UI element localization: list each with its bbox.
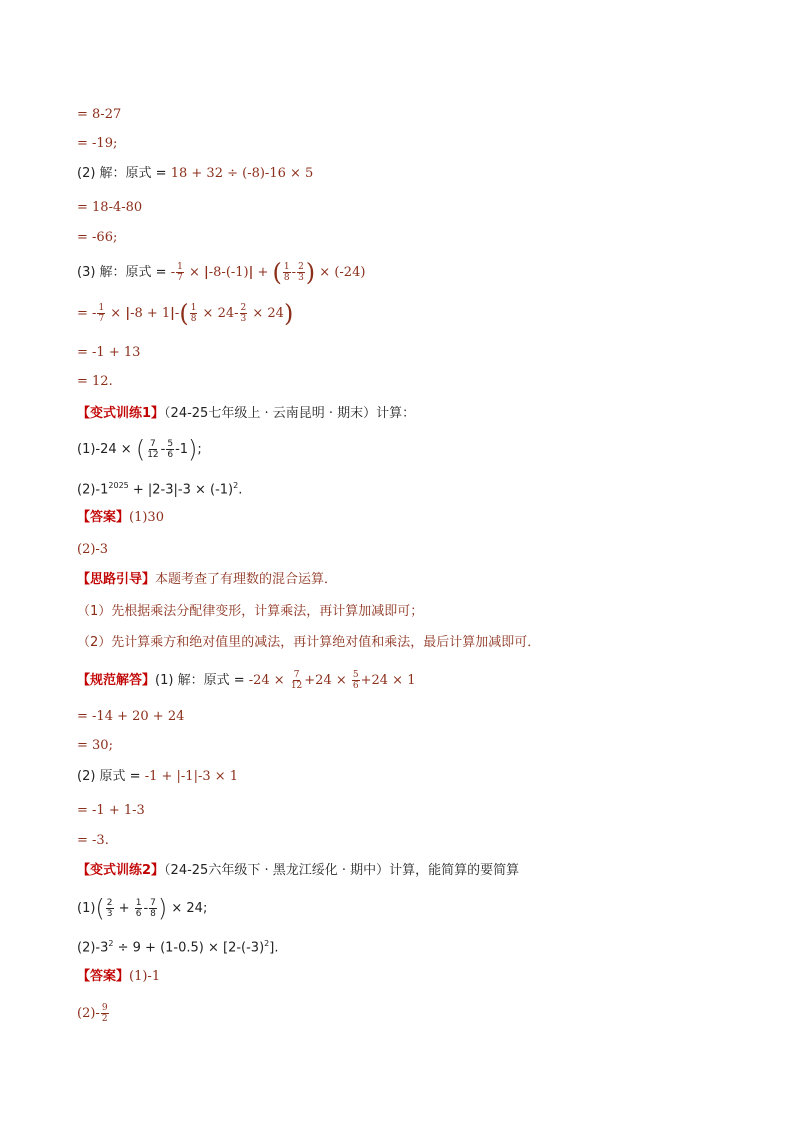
variant-2-answer [77,968,160,986]
variant-source: （24-25六年级下 · 黑龙江绥化 · 期中）计算，能简算的要简算 [164,863,520,878]
solution-line-2: (2) 原式 = -1 + |-1|-3 × 1 [77,769,239,784]
part-2-solution [77,165,313,183]
fraction: $\frac{1}{7}$ [98,303,105,324]
step-line: = -14 + 20 + 24 [77,709,185,724]
variant-1-problem-2: $(2)-1^{2025} + |2-3|-3 \times (-1)^2$. [77,481,243,498]
solution-expression: 18 + 32 ÷ (-8)-16 × 5 [170,166,314,181]
step-line: = 30; [77,738,113,753]
part-3-solution: (3) 解：原式 = - $\frac{1}{7}$ × |-8-(-1)| + ( $\frac{1}{8}$ - $\frac{2}{3}$ ) × (-24) [77,258,366,287]
solution-label: (3) 解：原式 = [77,265,171,280]
variant-2-header [77,862,519,880]
step-line: = 12. [77,374,113,389]
fraction: $\frac{1}{7}$ [177,262,183,283]
variant-1-problem-1: (1)-24 × ( $\frac{7}{12}$ - $\frac{5}{6}$ -1); [77,435,202,464]
step-line: = -19; [77,136,118,151]
step-line: = 8-27 [77,107,122,122]
fraction: $\frac{9}{2}$ [101,1003,108,1024]
fraction: $\frac{7}{8}$ [150,898,156,919]
answer-2: (2)-3 [77,542,109,557]
solution-label: (2) 解：原式 = [77,166,171,181]
variant-2-problem-2: $(2)-3^2 \div 9 + (1-0.5) \times [2-(-3)^2]$. [77,939,279,956]
answer-1: (1)30 [129,510,164,525]
step-line: = 18-4-80 [77,200,143,215]
step-line: = -1 + 1-3 [77,803,145,818]
solution-tag: 【规范解答】 [77,673,156,688]
hint-tag: 【思路引导】 [77,572,156,587]
fraction: $\frac{5}{6}$ [167,439,174,460]
answer-tag: 【答案】 [77,969,130,984]
step-line-fraction: = - $\frac{1}{7}$ × |-8 + 1|-( $\frac{1}{8}$ × 24- $\frac{2}{3}$ × 24) [77,299,294,328]
answer-2: (2)- $\frac{9}{2}$ [77,1003,108,1024]
fraction: $\frac{1}{8}$ [190,303,197,324]
step-line: = -66; [77,230,118,245]
fraction: $\frac{2}{3}$ [240,303,247,324]
hint-line [77,571,337,589]
answer-1: (1)-1 [129,969,161,984]
fraction: $\frac{7}{12}$ [290,670,303,691]
step-line: = -3. [77,833,109,848]
solution-line: 【规范解答】(1) 解：原式 = -24 × $\frac{7}{12}$ +24 × $\frac{5}{6}$ +24 × 1 [77,670,416,691]
variant-2-problem-1: (1)( $\frac{2}{3}$ + $\frac{1}{6}$ - $\frac{7}{8}$ ) × 24; [77,894,208,923]
answer-tag: 【答案】 [77,510,130,525]
step-line: = -1 + 13 [77,345,141,360]
variant-1-header [77,405,415,423]
fraction: $\frac{1}{6}$ [135,898,142,919]
fraction: $\frac{2}{3}$ [298,262,304,283]
fraction: $\frac{2}{3}$ [106,898,113,919]
fraction: $\frac{1}{8}$ [283,262,290,283]
variant-source: （24-25七年级上 · 云南昆明 · 期末）计算： [164,406,416,421]
fraction: $\frac{5}{6}$ [352,670,359,691]
fraction: $\frac{7}{12}$ [147,439,159,460]
hint-step-1: （1）先根据乘法分配律变形，计算乘法，再计算加减即可； [77,604,424,619]
hint-text: 本题考查了有理数的混合运算． [155,572,338,587]
variant-tag: 【变式训练2】 [77,863,165,878]
variant-1-answer [77,509,164,527]
hint-step-2: （2）先计算乘方和绝对值里的减法，再计算绝对值和乘法，最后计算加减即可． [77,635,541,650]
variant-tag: 【变式训练1】 [77,406,165,421]
